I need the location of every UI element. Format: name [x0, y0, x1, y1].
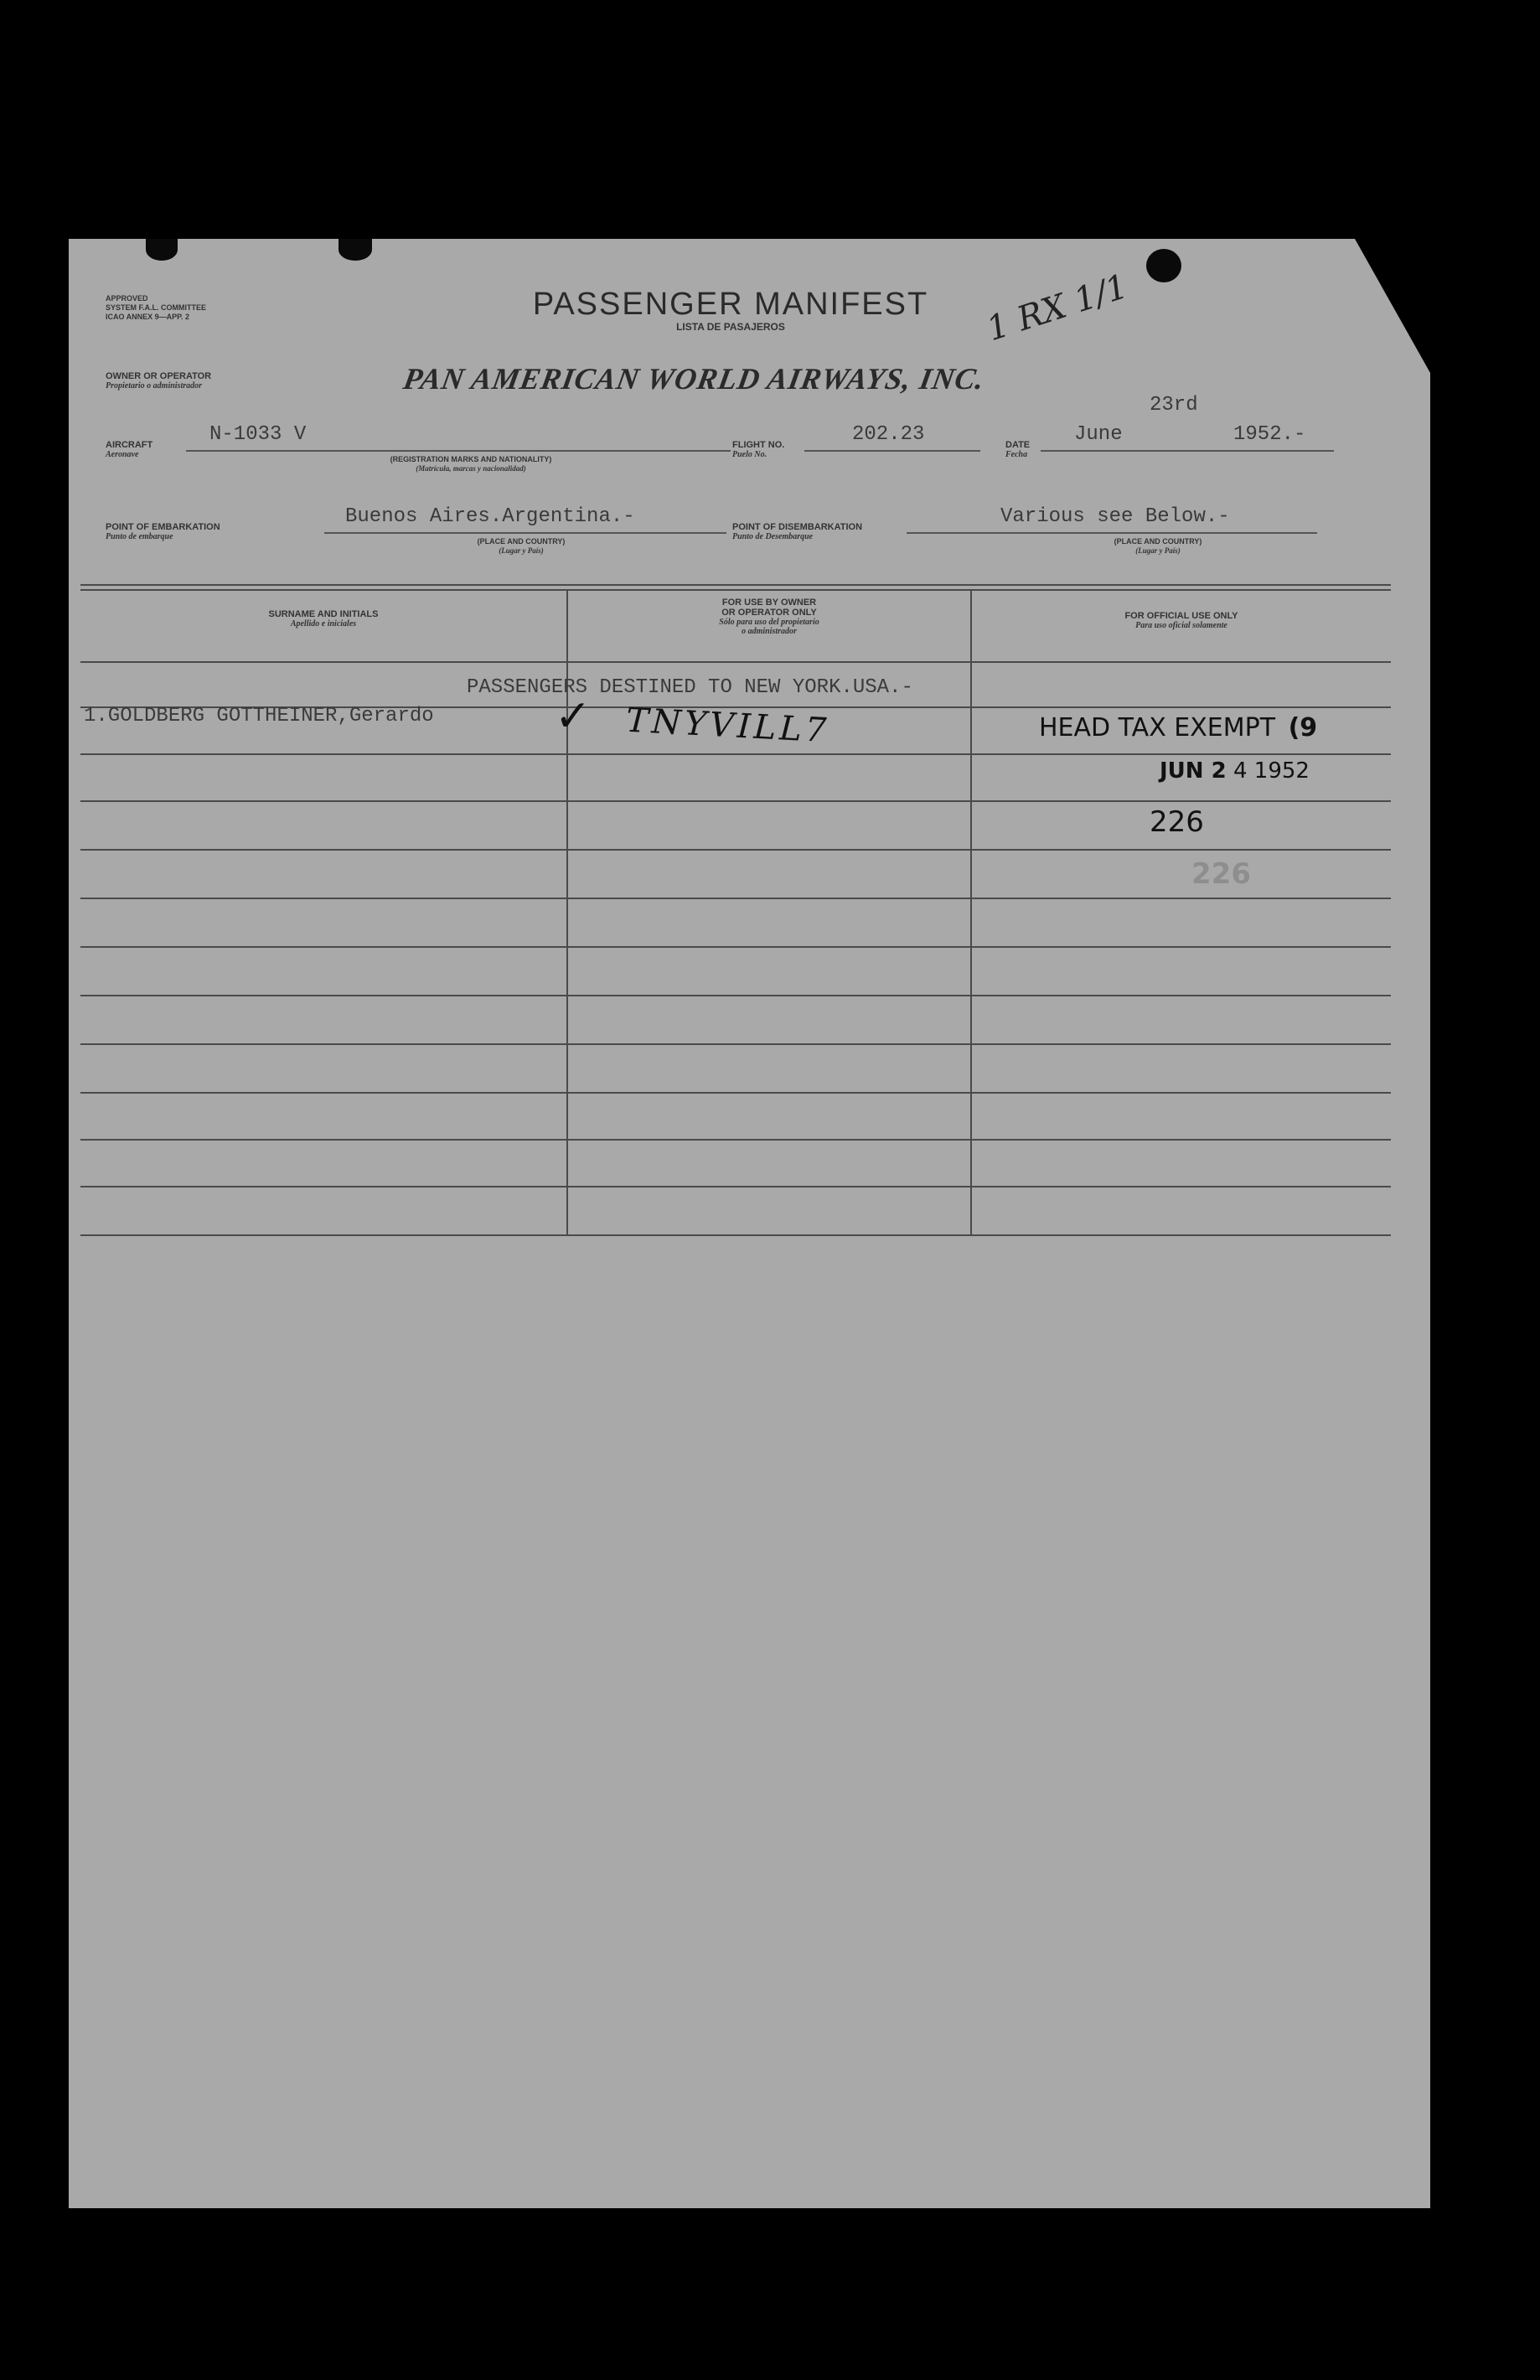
- flight-label-block: [732, 440, 784, 459]
- disembark-label: POINT OF DISEMBARKATION: [732, 522, 863, 532]
- embarkation-place: Buenos Aires.Argentina.-: [345, 505, 635, 528]
- disembark-caption: [1074, 537, 1242, 555]
- col-official-label-spanish: Para uso oficial solamente: [1135, 621, 1227, 630]
- col-owner-header: [568, 598, 970, 636]
- col-owner-label: FOR USE BY OWNER: [721, 598, 817, 608]
- aircraft-label: AIRCRAFT: [106, 440, 153, 450]
- approval-line: ICAO ANNEX 9—APP. 2: [106, 313, 190, 321]
- handwritten-checkmark: ✓: [555, 691, 592, 742]
- handwritten-annotation: TNYVILL7: [624, 701, 831, 751]
- flight-label: FLIGHT NO.: [732, 440, 785, 450]
- table-top-rule: [80, 589, 1391, 591]
- embark-label: POINT OF EMBARKATION: [106, 522, 220, 532]
- embark-underline: [324, 532, 726, 534]
- row-rule: [80, 995, 1391, 996]
- col-owner-label: OR OPERATOR ONLY: [721, 608, 817, 618]
- head-tax-text: HEAD TAX EXEMPT: [1039, 713, 1276, 742]
- col-surname-header: [80, 609, 566, 629]
- row-rule: [80, 1186, 1391, 1187]
- row-rule: [80, 1234, 1391, 1236]
- approval-line: APPROVED: [106, 294, 148, 303]
- title-text: PASSENGER MANIFEST: [532, 287, 929, 322]
- embark-label-block: [106, 522, 220, 541]
- row-rule: [80, 753, 1391, 755]
- col-owner-label-spanish: o administrador: [742, 627, 797, 636]
- owner-label: OWNER OR OPERATOR: [106, 371, 212, 381]
- date-month: June: [1074, 423, 1123, 446]
- owner-label-spanish: Propietario o administrador: [106, 381, 203, 391]
- flight-underline: [804, 450, 980, 452]
- approval-note: [106, 294, 206, 322]
- row-rule: [80, 661, 1391, 663]
- punch-hole: [338, 239, 372, 261]
- disembark-caption-text: (PLACE AND COUNTRY): [1114, 537, 1202, 546]
- operator-name: PAN AMERICAN WORLD AIRWAYS, INC.: [401, 362, 988, 396]
- disembark-underline: [907, 532, 1317, 534]
- row-rule: [80, 1043, 1391, 1045]
- col-surname-label-spanish: Apellido e iniciales: [290, 619, 357, 629]
- flight-number: 202.23: [852, 423, 925, 446]
- row-rule: [80, 1139, 1391, 1141]
- col-surname-label: SURNAME AND INITIALS: [268, 609, 379, 619]
- passenger-entry: 1.GOLDBERG GOTTHEINER,Gerardo: [84, 705, 434, 727]
- manifest-sheet: [69, 239, 1430, 2208]
- approval-line: SYSTEM F.A.L. COMMITTEE: [106, 303, 207, 312]
- aircraft-label-spanish: Aeronave: [106, 450, 139, 459]
- date-label: DATE: [1005, 440, 1031, 450]
- date-label-spanish: Fecha: [1005, 450, 1028, 459]
- punch-hole: [146, 239, 178, 261]
- disembark-caption-spanish: (Lugar y País): [1135, 546, 1181, 555]
- disembark-label-spanish: Punto de Desembarque: [732, 532, 814, 541]
- row-rule: [80, 946, 1391, 948]
- row-rule: [80, 849, 1391, 851]
- stamp-number: 226: [1150, 805, 1204, 839]
- disembarkation-place: Various see Below.-: [1000, 505, 1230, 528]
- aircraft-registration: N-1033 V: [209, 423, 307, 446]
- date-stamp-month: JUN 2: [1160, 758, 1227, 784]
- embark-caption: [437, 537, 605, 555]
- col-official-label: FOR OFFICIAL USE ONLY: [1124, 611, 1238, 621]
- form-title: [479, 287, 982, 333]
- faded-stamp-number: 226: [1191, 857, 1251, 891]
- row-rule: [80, 800, 1391, 802]
- head-tax-mark: (9: [1288, 713, 1318, 742]
- col-owner-label-spanish: Sólo para uso del propietario: [719, 618, 819, 627]
- row-rule: [80, 1092, 1391, 1094]
- aircraft-caption-text: (REGISTRATION MARKS AND NATIONALITY): [390, 455, 552, 463]
- flight-label-spanish: Puelo No.: [732, 450, 767, 459]
- embark-label-spanish: Punto de embarque: [106, 532, 173, 541]
- aircraft-label-block: [106, 440, 152, 459]
- row-rule: [80, 898, 1391, 899]
- title-spanish: LISTA DE PASAJEROS: [676, 321, 785, 333]
- table-top-rule: [80, 584, 1391, 586]
- destination-note: PASSENGERS DESTINED TO NEW YORK.USA.-: [467, 676, 913, 699]
- aircraft-caption-spanish: (Matrícula, marcas y nacionalidad): [416, 464, 526, 473]
- aircraft-caption: [312, 455, 630, 473]
- date-stamp: [1160, 758, 1310, 784]
- handwritten-corner-mark: 1 RX 1/1: [982, 266, 1133, 349]
- embark-caption-spanish: (Lugar y País): [499, 546, 544, 555]
- date-day: 23rd: [1150, 394, 1198, 416]
- owner-label-block: [106, 371, 211, 391]
- date-underline: [1041, 450, 1334, 452]
- embark-caption-text: (PLACE AND COUNTRY): [477, 537, 566, 546]
- date-stamp-rest: 4 1952: [1233, 758, 1310, 784]
- date-label-block: [1005, 440, 1030, 459]
- disembark-label-block: [732, 522, 862, 541]
- col-official-header: [972, 611, 1391, 630]
- head-tax-stamp: [1039, 713, 1317, 742]
- date-year: 1952.-: [1233, 423, 1306, 446]
- aircraft-underline: [186, 450, 731, 452]
